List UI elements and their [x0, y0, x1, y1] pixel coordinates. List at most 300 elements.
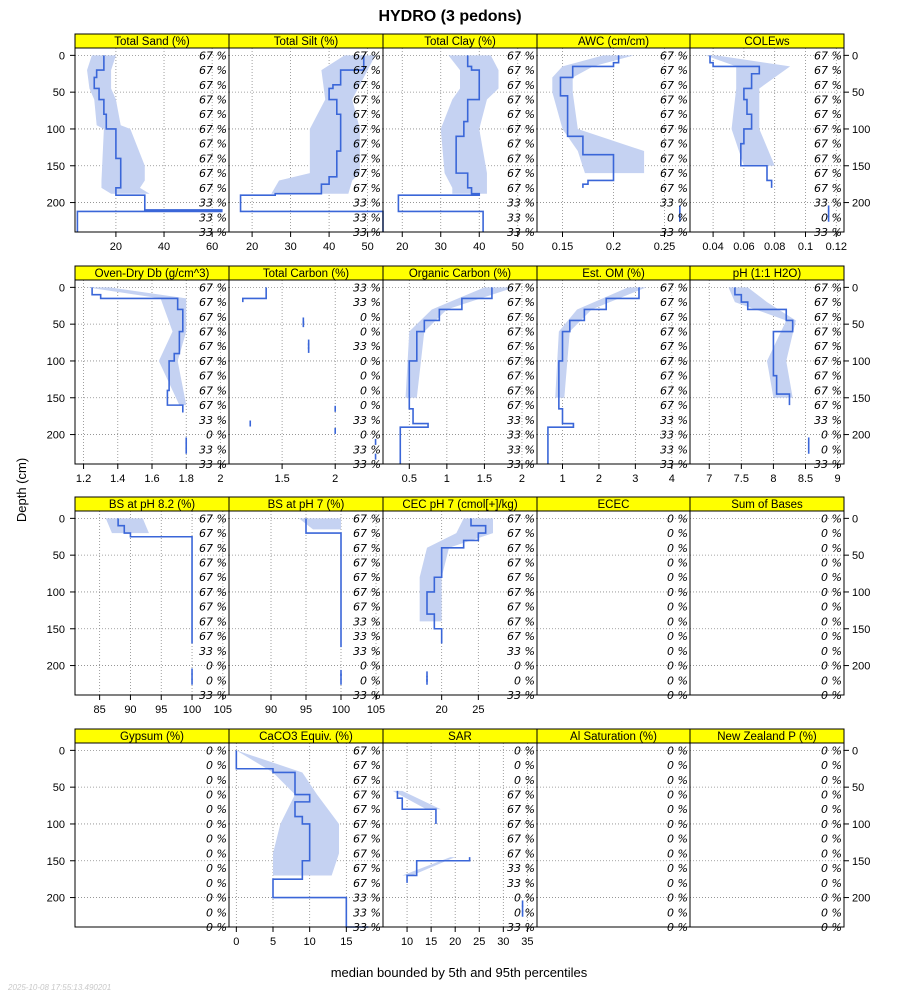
percent-label: 33 % [199, 458, 227, 471]
panel-title: Est. OM (%) [582, 268, 645, 280]
percent-label: 67 % [507, 49, 535, 63]
percent-label: 67 % [507, 310, 535, 324]
x-tick-label: 1.4 [110, 473, 126, 485]
panel-title: CaCO3 Equiv. (%) [259, 731, 353, 743]
x-tick-label: 100 [182, 704, 202, 716]
percent-label: 33 % [660, 443, 688, 457]
percent-label: 67 % [660, 281, 688, 295]
percent-label: 67 % [353, 64, 381, 78]
panel-title: BS at pH 8.2 (%) [108, 499, 196, 511]
percent-label: 67 % [507, 137, 535, 151]
percent-label: 67 % [507, 630, 535, 644]
percent-label: 67 % [353, 832, 381, 846]
percent-label: 0 % [667, 788, 688, 802]
percentile-band [555, 287, 646, 397]
percent-label: 33 % [814, 196, 842, 210]
x-tick-label: 10 [303, 936, 316, 948]
percent-label: 67 % [814, 49, 842, 63]
percent-label: 33 % [199, 443, 227, 457]
percent-label: 67 % [507, 64, 535, 78]
panel [47, 497, 232, 716]
percent-label: 67 % [199, 384, 227, 398]
x-tick-label: 3 [632, 473, 639, 485]
percent-label: 67 % [660, 108, 688, 122]
percent-label: 0 % [514, 891, 535, 905]
percent-label: 67 % [199, 122, 227, 136]
panel-title: Sum of Bases [731, 499, 803, 511]
panel [229, 497, 385, 716]
percent-label: 0 % [206, 674, 227, 688]
percent-label: 67 % [353, 847, 381, 861]
y-tick-label: 150 [46, 160, 65, 173]
y-tick-label: 150 [46, 392, 65, 405]
percent-label: 33 % [660, 413, 688, 427]
percent-label: 67 % [507, 585, 535, 599]
percent-label: 33 % [353, 689, 381, 702]
percent-label: 67 % [199, 630, 227, 644]
percent-label: 0 % [206, 906, 227, 920]
percent-label: 33 % [507, 921, 535, 934]
percent-label: 0 % [206, 759, 227, 773]
percent-label: 67 % [507, 369, 535, 383]
percent-label: 0 % [821, 862, 842, 876]
x-tick-label: 7.5 [733, 473, 749, 485]
percent-label: 33 % [199, 644, 227, 658]
y-tick-label: 150 [46, 855, 65, 868]
x-tick-label: 105 [213, 704, 233, 716]
percent-label: 0 % [821, 744, 842, 758]
x-tick-label: 2 [332, 473, 339, 485]
x-tick-label: 0.06 [733, 241, 755, 253]
percent-label: 0 % [821, 211, 842, 225]
percent-label: 0 % [821, 443, 842, 457]
x-tick-label: 60 [206, 241, 219, 253]
x-tick-label: 90 [124, 704, 137, 716]
y-tick-label: 0 [58, 282, 65, 295]
percent-label: 33 % [507, 689, 535, 702]
percent-label: 33 % [814, 413, 842, 427]
x-tick-label: 15 [425, 936, 438, 948]
percent-label: 0 % [821, 788, 842, 802]
percent-label: 67 % [199, 354, 227, 368]
percent-label: 67 % [199, 93, 227, 107]
percent-label: 67 % [660, 340, 688, 354]
percent-label: 67 % [660, 167, 688, 181]
percent-label: 0 % [821, 921, 842, 934]
percent-label: 33 % [199, 196, 227, 210]
percent-label: 0 % [821, 428, 842, 442]
panel [690, 497, 870, 702]
percent-label: 67 % [199, 181, 227, 195]
percent-label: 67 % [199, 571, 227, 585]
percent-label: 0 % [821, 585, 842, 599]
y-tick-label: 100 [852, 123, 871, 136]
percent-label: 67 % [814, 281, 842, 295]
x-tick-label: 30 [434, 241, 447, 253]
percent-label: 0 % [821, 689, 842, 702]
percent-label: 0 % [667, 211, 688, 225]
percent-label: 67 % [507, 556, 535, 570]
x-tick-label: 40 [322, 241, 336, 253]
percent-label: 67 % [353, 152, 381, 166]
x-tick-label: 8 [770, 473, 777, 485]
percent-label: 0 % [821, 527, 842, 541]
percent-label: 67 % [660, 152, 688, 166]
percent-label: 67 % [199, 600, 227, 614]
percent-label: 0 % [667, 556, 688, 570]
y-tick-label: 50 [852, 550, 865, 563]
panel [537, 497, 690, 702]
percent-label: 67 % [353, 803, 381, 817]
percent-label: 0 % [206, 803, 227, 817]
percent-label: 0 % [821, 803, 842, 817]
percent-label: 67 % [199, 340, 227, 354]
percent-label: 67 % [814, 354, 842, 368]
percent-label: 67 % [814, 384, 842, 398]
percent-label: 67 % [199, 585, 227, 599]
x-tick-label: 1.5 [476, 473, 493, 485]
x-tick-label: 1.8 [178, 473, 194, 485]
x-tick-label: 9 [834, 473, 841, 485]
percent-label: 33 % [353, 921, 381, 934]
percent-label: 67 % [814, 64, 842, 78]
y-tick-label: 150 [852, 392, 871, 405]
x-tick-label: 0.25 [653, 241, 676, 253]
panel-title: Gypsum (%) [120, 731, 184, 743]
y-tick-label: 0 [852, 50, 859, 63]
x-tick-label: 2 [518, 473, 526, 485]
percent-label: 67 % [199, 49, 227, 63]
percent-label: 67 % [814, 93, 842, 107]
percent-label: 0 % [821, 512, 842, 526]
percent-label: 67 % [353, 137, 381, 151]
percent-label: 67 % [353, 93, 381, 107]
percent-label: 33 % [814, 226, 842, 239]
percentile-band [106, 518, 149, 533]
panel [690, 34, 870, 253]
percent-label: 67 % [507, 296, 535, 310]
percent-label: 67 % [660, 64, 688, 78]
percent-label: 33 % [507, 196, 535, 210]
percent-label: 0 % [206, 876, 227, 890]
percent-label: 0 % [667, 847, 688, 861]
percent-label: 67 % [660, 399, 688, 413]
percent-label: 33 % [507, 226, 535, 239]
percent-label: 67 % [660, 369, 688, 383]
percent-label: 0 % [360, 354, 381, 368]
median-line [118, 518, 192, 643]
percent-label: 0 % [514, 744, 535, 758]
percent-label: 0 % [206, 832, 227, 846]
y-tick-label: 50 [852, 319, 865, 332]
percent-label: 0 % [667, 659, 688, 673]
percent-label: 0 % [360, 384, 381, 398]
y-tick-label: 100 [852, 586, 871, 599]
percent-label: 0 % [821, 644, 842, 658]
panel-title: Al Saturation (%) [570, 731, 657, 743]
percent-label: 67 % [660, 122, 688, 136]
x-tick-label: 15 [340, 936, 353, 948]
y-tick-label: 150 [852, 623, 871, 636]
percent-label: 0 % [821, 773, 842, 787]
percent-label: 67 % [353, 556, 381, 570]
y-tick-label: 100 [46, 355, 65, 368]
panel-title: Total Sand (%) [114, 36, 190, 48]
panel [537, 266, 690, 485]
percent-label: 67 % [507, 167, 535, 181]
panel [229, 34, 383, 253]
x-tick-label: 7 [706, 473, 713, 485]
x-tick-label: 0.12 [825, 241, 848, 253]
panel-title: Total Clay (%) [424, 36, 496, 48]
percent-label: 33 % [353, 211, 381, 225]
percent-label: 67 % [199, 399, 227, 413]
percent-label: 67 % [507, 803, 535, 817]
percentile-band [402, 857, 455, 875]
percent-label: 67 % [199, 325, 227, 339]
panel [537, 34, 690, 253]
percent-label: 67 % [814, 152, 842, 166]
percent-label: 67 % [353, 585, 381, 599]
percent-label: 67 % [353, 788, 381, 802]
x-tick-label: 30 [497, 936, 510, 948]
percent-label: 0 % [821, 630, 842, 644]
percent-label: 0 % [821, 556, 842, 570]
x-tick-label: 2 [217, 473, 224, 485]
percent-label: 0 % [821, 906, 842, 920]
percent-label: 0 % [667, 527, 688, 541]
panel [537, 729, 690, 934]
panel [383, 266, 537, 485]
percent-label: 33 % [353, 196, 381, 210]
y-tick-label: 150 [852, 160, 871, 173]
percent-label: 67 % [814, 399, 842, 413]
panel [47, 729, 229, 934]
percent-label: 67 % [660, 93, 688, 107]
y-tick-label: 0 [58, 513, 65, 526]
percent-label: 33 % [507, 211, 535, 225]
percent-label: 67 % [507, 527, 535, 541]
percent-label: 67 % [814, 108, 842, 122]
percent-label: 67 % [507, 108, 535, 122]
percent-label: 67 % [660, 49, 688, 63]
x-tick-label: 35 [521, 936, 534, 948]
percent-label: 67 % [353, 181, 381, 195]
percent-label: 67 % [353, 773, 381, 787]
y-tick-label: 200 [46, 660, 65, 673]
percent-label: 67 % [353, 862, 381, 876]
panel-title: AWC (cm/cm) [577, 36, 650, 48]
panel-title: Organic Carbon (%) [408, 268, 512, 280]
percent-label: 33 % [353, 630, 381, 644]
percent-label: 67 % [199, 527, 227, 541]
panel-title: BS at pH 7 (%) [267, 499, 345, 511]
percent-label: 67 % [814, 325, 842, 339]
percent-label: 33 % [660, 458, 688, 471]
panel-title: CEC pH 7 (cmol[+]/kg) [402, 499, 518, 511]
percent-label: 0 % [821, 891, 842, 905]
percent-label: 0 % [821, 615, 842, 629]
percent-label: 33 % [353, 443, 381, 457]
median-line [243, 287, 266, 302]
percent-label: 0 % [360, 310, 381, 324]
percent-label: 0 % [667, 644, 688, 658]
percent-label: 33 % [660, 226, 688, 239]
percent-label: 33 % [507, 862, 535, 876]
x-tick-label: 1 [443, 473, 450, 485]
percent-label: 33 % [353, 296, 381, 310]
percent-label: 67 % [660, 78, 688, 92]
x-tick-label: 100 [331, 704, 351, 716]
percent-label: 67 % [814, 340, 842, 354]
percent-label: 67 % [353, 49, 381, 63]
percent-label: 0 % [667, 921, 688, 934]
percent-label: 0 % [206, 788, 227, 802]
percent-label: 67 % [353, 817, 381, 831]
percent-label: 0 % [821, 541, 842, 555]
percent-label: 67 % [199, 281, 227, 295]
y-tick-label: 100 [46, 586, 65, 599]
percent-label: 33 % [507, 428, 535, 442]
percent-label: 67 % [660, 354, 688, 368]
percent-label: 0 % [360, 399, 381, 413]
y-tick-label: 200 [46, 197, 65, 210]
y-tick-label: 50 [852, 87, 865, 100]
x-tick-label: 40 [473, 241, 486, 253]
timestamp: 2025-10-08 17:55:13.490201 [8, 983, 112, 992]
percent-label: 67 % [507, 93, 535, 107]
x-tick-label: 40 [157, 241, 171, 253]
percent-label: 67 % [199, 310, 227, 324]
percent-label: 67 % [660, 137, 688, 151]
y-tick-label: 50 [852, 782, 865, 795]
percent-label: 33 % [353, 891, 381, 905]
percent-label: 0 % [667, 744, 688, 758]
percent-label: 0 % [514, 659, 535, 673]
percent-label: 67 % [507, 340, 535, 354]
percent-label: 33 % [507, 443, 535, 457]
percent-label: 67 % [814, 296, 842, 310]
percent-label: 33 % [353, 906, 381, 920]
percent-label: 0 % [821, 659, 842, 673]
percent-label: 67 % [199, 78, 227, 92]
y-tick-label: 150 [46, 623, 65, 636]
x-tick-label: 20 [396, 241, 409, 253]
percent-label: 33 % [353, 644, 381, 658]
percent-label: 33 % [353, 226, 381, 239]
percent-label: 67 % [353, 167, 381, 181]
y-tick-label: 200 [852, 197, 871, 210]
percent-label: 67 % [814, 310, 842, 324]
y-tick-label: 50 [52, 782, 65, 795]
percent-label: 0 % [206, 428, 227, 442]
x-tick-label: 1 [559, 473, 566, 485]
percent-label: 33 % [507, 413, 535, 427]
percent-label: 67 % [814, 167, 842, 181]
y-tick-label: 0 [852, 745, 859, 758]
percent-label: 0 % [821, 876, 842, 890]
percent-label: 0 % [821, 759, 842, 773]
percent-label: 67 % [507, 181, 535, 195]
x-tick-label: 25 [473, 936, 486, 948]
percent-label: 0 % [667, 689, 688, 702]
percent-label: 67 % [199, 152, 227, 166]
y-tick-label: 100 [852, 818, 871, 831]
percent-label: 67 % [507, 399, 535, 413]
percent-label: 67 % [507, 541, 535, 555]
percent-label: 67 % [199, 556, 227, 570]
panel [383, 34, 537, 253]
percent-label: 67 % [353, 541, 381, 555]
median-line [407, 857, 470, 883]
x-tick-label: 1.5 [274, 473, 290, 485]
percent-label: 0 % [360, 369, 381, 383]
y-tick-label: 0 [852, 282, 859, 295]
percent-label: 33 % [660, 196, 688, 210]
chart-title: HYDRO (3 pedons) [378, 8, 522, 25]
percent-label: 33 % [507, 458, 535, 471]
y-tick-label: 100 [852, 355, 871, 368]
percent-label: 67 % [199, 296, 227, 310]
percent-label: 0 % [667, 615, 688, 629]
x-tick-label: 4 [668, 473, 675, 485]
percent-label: 33 % [199, 211, 227, 225]
percent-label: 67 % [353, 571, 381, 585]
percent-label: 0 % [667, 773, 688, 787]
percent-label: 67 % [507, 512, 535, 526]
percent-label: 67 % [199, 369, 227, 383]
percent-label: 67 % [814, 369, 842, 383]
percent-label: 0 % [821, 600, 842, 614]
x-tick-label: 1.6 [144, 473, 160, 485]
percent-label: 67 % [814, 122, 842, 136]
percent-label: 0 % [514, 674, 535, 688]
percent-label: 67 % [507, 281, 535, 295]
percent-label: 67 % [507, 817, 535, 831]
percent-label: 0 % [667, 862, 688, 876]
percent-label: 33 % [507, 876, 535, 890]
percent-label: 67 % [199, 615, 227, 629]
percent-label: 67 % [199, 167, 227, 181]
y-tick-label: 200 [46, 892, 65, 905]
percent-label: 0 % [667, 817, 688, 831]
x-tick-label: 20 [449, 936, 462, 948]
percent-label: 33 % [814, 458, 842, 471]
percent-label: 67 % [660, 384, 688, 398]
x-tick-label: 0.04 [702, 241, 724, 253]
percent-label: 0 % [360, 659, 381, 673]
y-tick-label: 150 [852, 855, 871, 868]
x-tick-label: 95 [155, 704, 168, 716]
percent-label: 0 % [667, 541, 688, 555]
percent-label: 67 % [353, 744, 381, 758]
y-axis-label: Depth (cm) [14, 457, 29, 523]
percent-label: 67 % [507, 847, 535, 861]
panel-title: COLEws [744, 36, 790, 48]
percent-label: 67 % [507, 832, 535, 846]
percent-label: 33 % [199, 226, 227, 239]
percent-label: 0 % [206, 817, 227, 831]
percent-label: 0 % [206, 744, 227, 758]
x-tick-label: 20 [435, 704, 448, 716]
x-tick-label: 30 [284, 241, 297, 253]
percent-label: 0 % [667, 759, 688, 773]
percent-label: 33 % [199, 689, 227, 702]
percent-label: 67 % [507, 571, 535, 585]
percent-label: 0 % [667, 832, 688, 846]
percent-label: 0 % [206, 891, 227, 905]
panel [690, 266, 870, 485]
